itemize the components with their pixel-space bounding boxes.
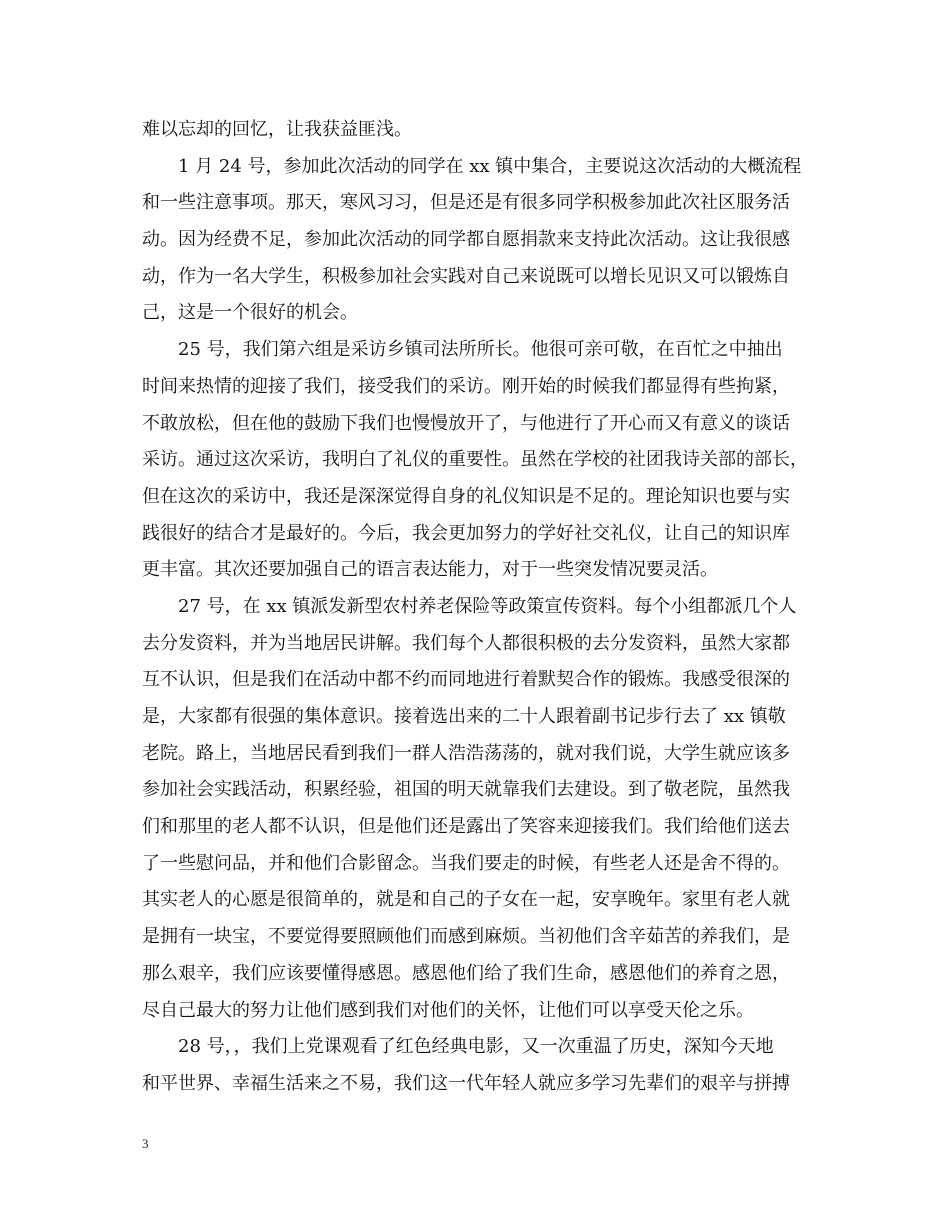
text-line: 难以忘却的回忆，让我获益匪浅。 xyxy=(142,119,412,140)
text-line: 参加社会实践活动，积累经验，祖国的明天就靠我们去建设。到了敬老院，虽然我 xyxy=(142,779,790,801)
text-line: 更丰富。其次还要加强自己的语言表达能力，对于一些突发情况要灵活。 xyxy=(142,559,718,581)
text-line: 践很好的结合才是最好的。今后，我会更加努力的学好社交礼仪，让自己的知识库 xyxy=(142,522,790,544)
text-line: 不敢放松，但在他的鼓励下我们也慢慢放开了，与他进行了开心而又有意义的谈话 xyxy=(142,412,790,434)
text-line: 是拥有一块宝，不要觉得要照顾他们而感到麻烦。当初他们含辛茹苦的养我们，是 xyxy=(142,926,790,948)
text-line: 28 号，，我们上党课观看了红色经典电影，又一次重温了历史，深知今天地 xyxy=(178,1036,774,1058)
text-line: 们和那里的老人都不认识，但是他们还是露出了笑容来迎接我们。我们给他们送去 xyxy=(142,816,790,838)
text-line: 了一些慰问品，并和他们合影留念。当我们要走的时候，有些老人还是舍不得的。 xyxy=(142,852,790,874)
page-number: 3 xyxy=(142,1136,149,1151)
body-text xyxy=(142,112,822,1103)
text-line: 去分发资料，并为当地居民讲解。我们每个人都很积极的去分发资料，虽然大家都 xyxy=(142,632,790,654)
text-line: 但在这次的采访中，我还是深深觉得自身的礼仪知识是不足的。理论知识也要与实 xyxy=(142,485,790,507)
text-line: 1 月 24 号，参加此次活动的同学在 xx 镇中集合，主要说这次活动的大概流程 xyxy=(178,155,802,177)
text-line: 27 号，在 xx 镇派发新型农村养老保险等政策宣传资料。每个小组都派几个人 xyxy=(178,595,797,617)
text-line: 动，作为一名大学生，积极参加社会实践对自己来说既可以增长见识又可以锻炼自 xyxy=(142,265,790,287)
text-line: 25 号，我们第六组是采访乡镇司法所所长。他很可亲可敬，在百忙之中抽出 xyxy=(178,339,783,361)
text-line: 时间来热情的迎接了我们，接受我们的采访。刚开始的时候我们都显得有些拘紧， xyxy=(142,375,790,397)
text-line: 是，大家都有很强的集体意识。接着选出来的二十人跟着副书记步行去了 xx 镇敬 xyxy=(142,706,786,727)
text-line: 尽自己最大的努力让他们感到我们对他们的关怀，让他们可以享受天伦之乐。 xyxy=(142,999,754,1021)
text-line: 采访。通过这次采访，我明白了礼仪的重要性。虽然在学校的社团我诗关部的部长， xyxy=(142,449,808,471)
text-line: 己，这是一个很好的机会。 xyxy=(142,302,358,324)
text-line: 那么艰辛，我们应该要懂得感恩。感恩他们给了我们生命，感恩他们的养育之恩， xyxy=(142,962,790,984)
text-line: 老院。路上，当地居民看到我们一群人浩浩荡荡的，就对我们说，大学生就应该多 xyxy=(142,742,790,764)
text-line: 和一些注意事项。那天，寒风习习，但是还是有很多同学积极参加此次社区服务活 xyxy=(142,192,790,214)
text-line: 和平世界、幸福生活来之不易，我们这一代年轻人就应多学习先辈们的艰辛与拼搏 xyxy=(142,1072,790,1094)
text-line: 互不认识，但是我们在活动中都不约而同地进行着默契合作的锻炼。我感受很深的 xyxy=(142,669,790,691)
text-line: 动。因为经费不足，参加此次活动的同学都自愿捐款来支持此次活动。这让我很感 xyxy=(142,229,790,251)
text-line: 其实老人的心愿是很简单的，就是和自己的子女在一起，安享晚年。家里有老人就 xyxy=(142,889,790,911)
